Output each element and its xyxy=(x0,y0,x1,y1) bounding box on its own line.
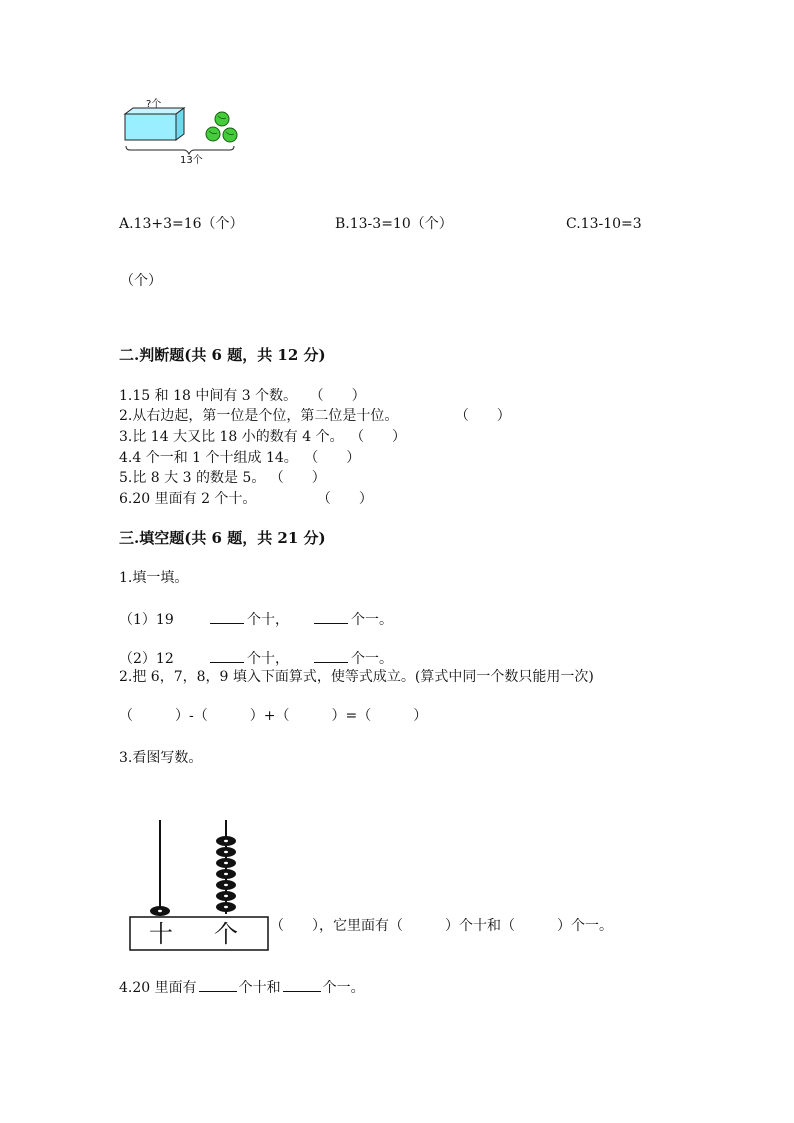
option-b: B.13-3=10（个） xyxy=(335,216,453,232)
judge-item-text: 5.比 8 大 3 的数是 5。 xyxy=(119,470,266,486)
fill-q3-answer: （ ），它里面有（ ）个十和（ ）个一。 xyxy=(270,918,613,934)
judge-item-text: 2.从右边起，第一位是个位，第二位是十位。 xyxy=(119,408,399,424)
fill-row-label: （2）12 xyxy=(119,651,174,667)
ball-group xyxy=(206,112,237,142)
box-shape xyxy=(125,108,184,140)
answer-paren: （ ） xyxy=(269,470,326,486)
fill-q4 xyxy=(119,979,365,995)
bracket-line xyxy=(126,146,234,154)
fill-q1-title: 1.填一填。 xyxy=(119,570,189,586)
answer-paren: （ ） xyxy=(304,450,361,466)
fill-q2-title: 2.把 6，7，8，9 填入下面算式，使等式成立。(算式中同一个数只能用一次) xyxy=(119,669,594,685)
answer-paren: （ ） xyxy=(350,429,407,445)
figure-top-label: ?个 xyxy=(146,99,162,110)
judge-item-3 xyxy=(119,430,406,444)
abacus-rods xyxy=(160,820,226,914)
tens-blank[interactable] xyxy=(199,979,237,992)
ones-beads xyxy=(216,836,236,912)
option-a: A.13+3=16（个） xyxy=(119,216,244,232)
judge-item-text: 3.比 14 大又比 18 小的数有 4 个。 xyxy=(119,429,344,445)
fill-q4-prefix: 4.20 里面有 xyxy=(119,980,197,996)
ones-blank[interactable] xyxy=(314,611,348,624)
judge-item-6 xyxy=(119,492,373,506)
section2-title: 二.判断题(共 6 题，共 12 分) xyxy=(119,346,326,364)
section3-title: 三.填空题(共 6 题，共 21 分) xyxy=(119,529,326,547)
fill-row-label: （1）19 xyxy=(119,612,174,628)
figure-bottom-label: 13个 xyxy=(180,155,203,166)
judge-item-text: 4.4 个一和 1 个十组成 14。 xyxy=(119,450,298,466)
tens-text: 个十， xyxy=(247,612,289,628)
judge-item-4 xyxy=(119,451,360,465)
abacus-ones-label: 个 xyxy=(214,920,238,948)
judge-item-text: 6.20 里面有 2 个十。 xyxy=(119,491,257,507)
abacus-tens-label: 十 xyxy=(149,920,173,948)
ones-text: 个一。 xyxy=(351,612,393,628)
answer-paren: （ ） xyxy=(316,491,373,507)
fill-q3-title: 3.看图写数。 xyxy=(119,750,203,766)
fill-q2-formula: （ ）-（ ）+（ ）=（ ） xyxy=(119,708,428,724)
tens-bead xyxy=(150,906,170,916)
tens-blank[interactable] xyxy=(210,611,244,624)
fill-q1-row-2 xyxy=(119,650,393,666)
ones-blank[interactable] xyxy=(283,979,321,992)
abacus-figure xyxy=(126,814,272,954)
fill-q1-row-1 xyxy=(119,611,393,627)
tens-text: 个十， xyxy=(247,651,289,667)
answer-paren: （ ） xyxy=(309,388,366,404)
tens-blank[interactable] xyxy=(210,650,244,663)
answer-paren: （ ） xyxy=(454,408,511,424)
judge-item-1 xyxy=(119,389,366,403)
ones-blank[interactable] xyxy=(314,650,348,663)
fill-q4-mid: 个十和 xyxy=(238,980,281,996)
judge-item-5 xyxy=(119,471,326,485)
ones-text: 个一。 xyxy=(351,651,393,667)
judge-item-2 xyxy=(119,409,511,423)
fill-q4-suffix: 个一。 xyxy=(322,980,365,996)
option-c: C.13-10=3 xyxy=(566,216,642,232)
option-c-continued: （个） xyxy=(120,273,162,289)
judge-item-text: 1.15 和 18 中间有 3 个数。 xyxy=(119,388,298,404)
